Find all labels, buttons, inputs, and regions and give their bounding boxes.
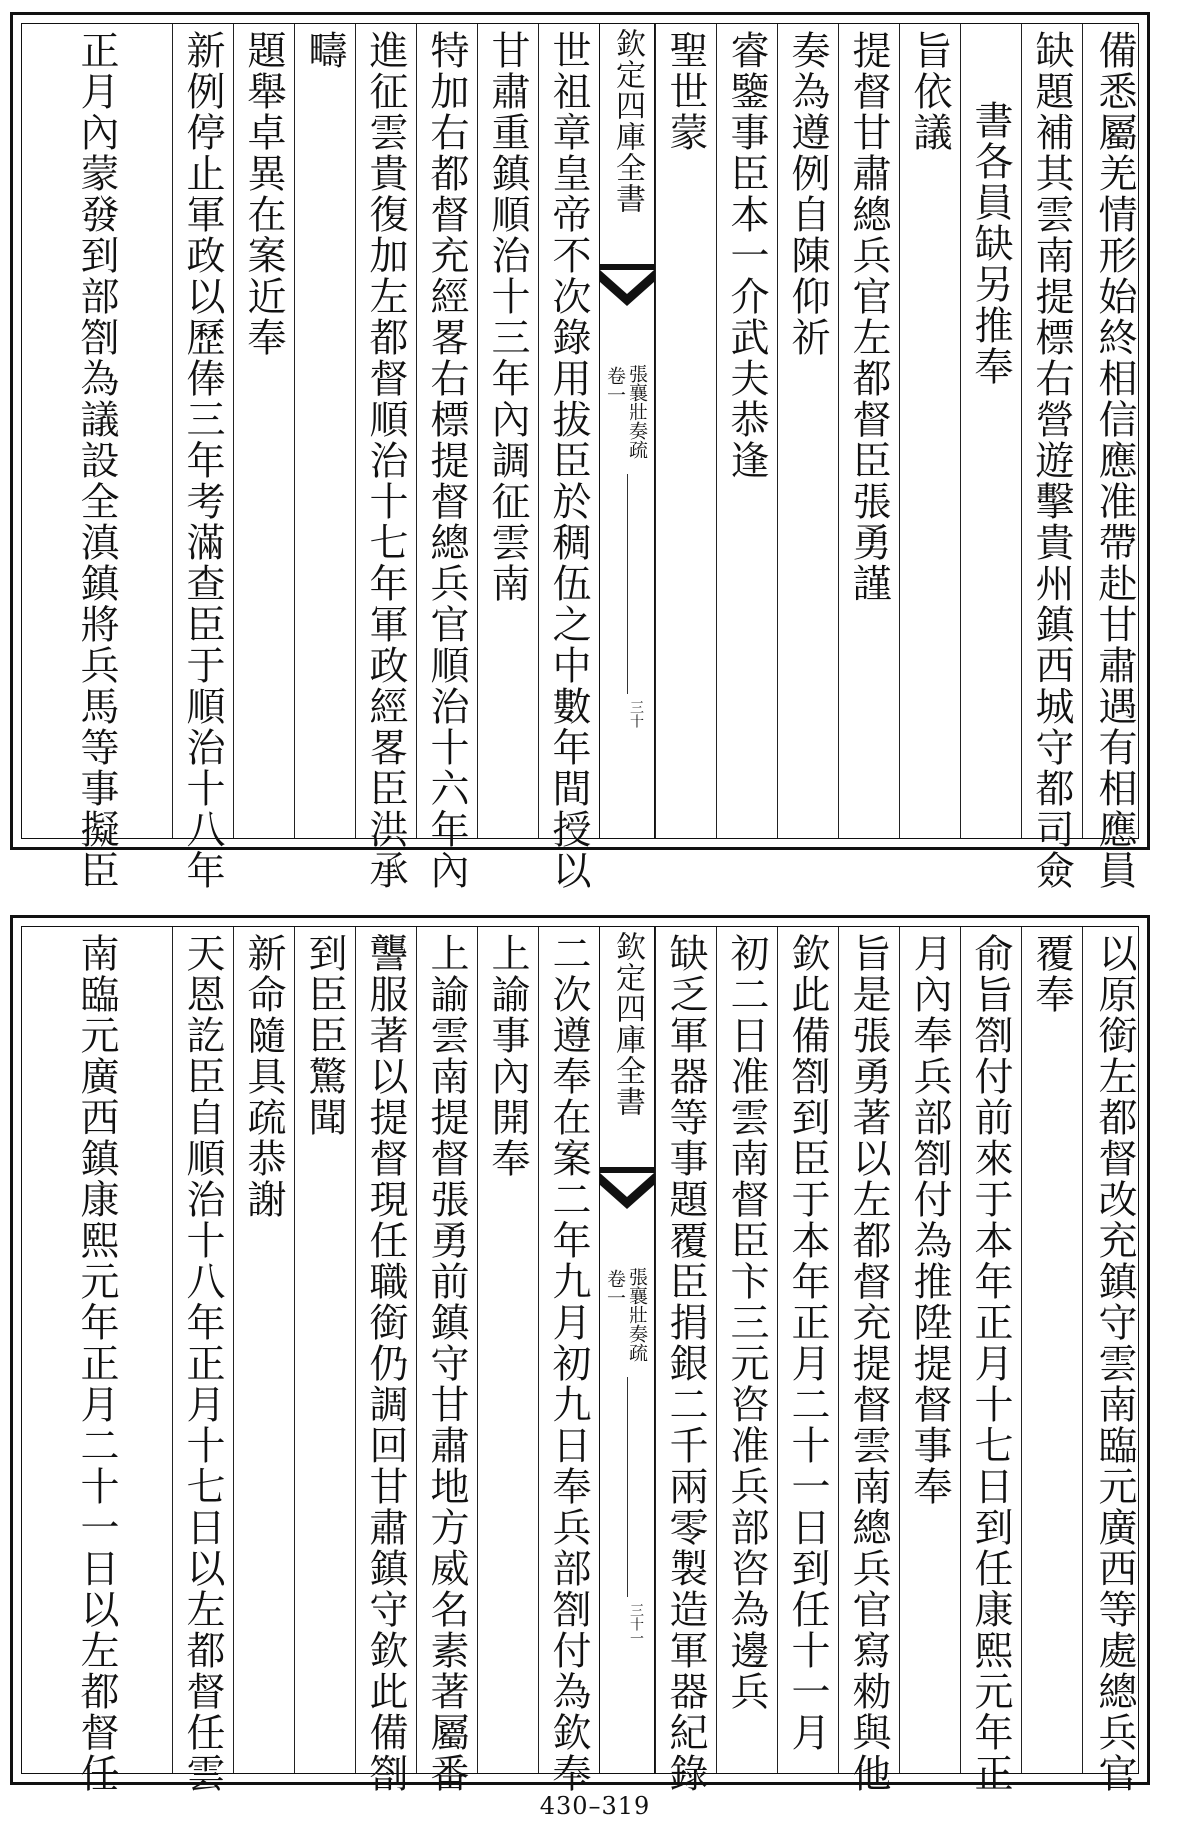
text-column [294,24,355,838]
banner-rule [627,1377,628,1597]
text-column [538,927,599,1794]
text-column [960,24,1021,838]
text-column [1082,927,1145,1794]
text-column [416,24,477,891]
top-page-text-area [21,23,1139,891]
text-column [416,927,477,1794]
text-column [1021,24,1082,891]
banner-rule [627,474,628,694]
text-column [655,24,716,838]
text-column [22,927,172,1794]
column-text: 疇 [302,30,347,71]
text-column [355,927,416,1794]
banner-page-number: 三十 [628,700,644,728]
fish-tail-ornament [600,264,654,310]
column-text: 新例停止軍政以歷俸三年考滿查臣于順治十八年 [180,30,225,891]
text-column [655,927,716,1794]
text-column [899,24,960,838]
column-text: 上諭事內開奉 [485,933,530,1179]
banner-book-title: 張襄壯奏疏 [626,364,648,459]
text-column [22,24,172,891]
column-text: 進征雲貴復加左都督順治十七年軍政經畧臣洪承 [363,30,408,891]
column-text: 到臣臣驚聞 [302,933,347,1138]
text-column [899,927,960,1773]
text-column [777,927,838,1773]
column-text: 覆奉 [1029,933,1074,1015]
bottom-page-frame [10,915,1150,1794]
bottom-page-text-area [21,926,1139,1794]
text-column [172,24,233,891]
column-text: 聖世蒙 [663,30,708,153]
column-text: 正月內蒙發到部劄為議設全滇鎮將兵馬等事擬臣 [74,30,119,891]
column-text: 新命隨具疏恭謝 [241,933,286,1220]
text-column [172,927,233,1794]
text-column [355,24,416,891]
text-column [777,24,838,838]
column-text: 甘肅重鎮順治十三年內調征雲南 [485,30,530,604]
banner-title: 欽定四庫全書 [610,931,645,1117]
page-code-footer: 430–319 [539,1792,651,1820]
column-text: 二次遵奉在案二年九月初九日奉兵部劄付為欽奉 [546,933,591,1794]
fish-tail-ornament [600,1167,654,1213]
column-text: 書各員缺另推奉 [968,100,1013,387]
banner-title: 欽定四庫全書 [610,28,645,214]
column-text: 俞旨劄付前來于本年正月十七日到任康熙元年正 [968,933,1013,1794]
text-column [477,927,538,1773]
column-text: 以原銜左都督改充鎮守雲南臨元廣西等處總兵官 [1092,933,1137,1794]
column-text: 天恩訖臣自順治十八年正月十七日以左都督任雲 [180,933,225,1794]
text-column [960,927,1021,1794]
text-column [716,24,777,838]
text-column [716,927,777,1773]
text-column [1021,927,1082,1773]
column-text: 睿鑒事臣本一介武夫恭逢 [724,30,769,481]
banner-page-number: 三十一 [628,1603,644,1645]
column-text: 讋服著以提督現任職銜仍調回甘肅鎮守欽此備劄 [363,933,408,1794]
column-text: 提督甘肅總兵官左都督臣張勇謹 [846,30,891,604]
top-page-frame [10,12,1150,891]
column-text: 月內奉兵部劄付為推陞提督事奉 [907,933,952,1507]
column-text: 奏為遵例自陳仰祈 [785,30,830,358]
center-banner [599,24,655,838]
column-text: 缺乏軍器等事題覆臣捐銀二千兩零製造軍器紀錄 [663,933,708,1794]
column-text: 特加右都督充經畧右標提督總兵官順治十六年內 [424,30,469,891]
column-text: 備悉屬羌情形始終相信應准帶赴甘肅遇有相應員 [1092,30,1137,891]
banner-volume: 卷一 [604,1269,626,1307]
text-column [538,24,599,891]
text-column [838,24,899,838]
column-text: 欽此備劄到臣于本年正月二十一日到任十一月 [785,933,830,1753]
column-text: 旨是張勇著以左都督充提督雲南總兵官寫勑與他 [846,933,891,1794]
banner-volume: 卷一 [604,366,626,404]
column-text: 世祖章皇帝不次錄用拔臣於稠伍之中數年間授以 [546,30,591,891]
center-banner [599,927,655,1773]
column-text: 初二日准雲南督臣卞三元咨准兵部咨為邊兵 [724,933,769,1712]
banner-book-title: 張襄壯奏疏 [626,1267,648,1362]
text-column [1082,24,1145,891]
text-column [477,24,538,838]
text-column [233,927,294,1773]
column-text: 缺題補其雲南提標右營遊擊貴州鎮西城守都司僉 [1029,30,1074,891]
text-column [233,24,294,838]
column-text: 旨依議 [907,30,952,153]
text-column [838,927,899,1794]
column-text: 南臨元廣西鎮康熙元年正月二十一日以左都督任 [74,933,119,1794]
column-text: 題舉卓異在案近奉 [241,30,286,358]
text-column [294,927,355,1773]
column-text: 上諭雲南提督張勇前鎮守甘肅地方威名素著屬番 [424,933,469,1794]
